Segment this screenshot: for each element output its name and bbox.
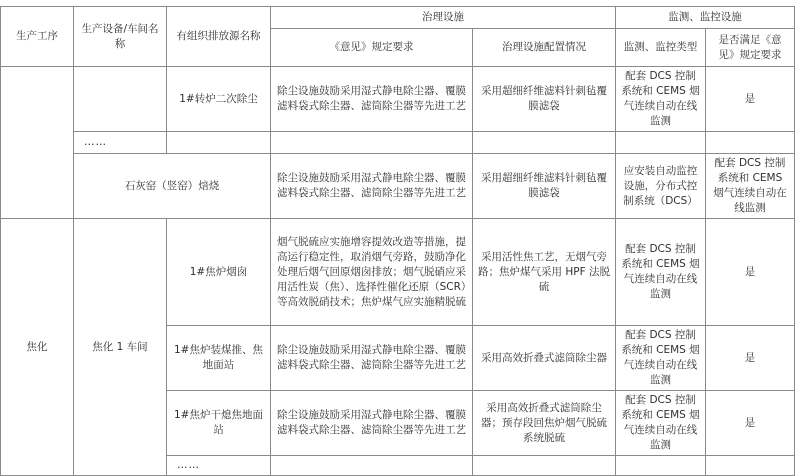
requirement-cell: 除尘设施鼓励采用湿式静电除尘器、覆膜滤料袋式除尘器、滤筒除尘器等先进工艺: [271, 67, 473, 132]
empty-cell: [167, 132, 271, 154]
config-cell: 采用活性焦工艺，无烟气旁路；焦炉煤气采用 HPF 法脱硫: [473, 219, 616, 326]
config-cell: 采用超细纤维滤料针刺毡覆膜滤袋: [473, 67, 616, 132]
meets-cell: 是: [706, 219, 795, 326]
requirement-cell: 除尘设施鼓励采用湿式静电除尘器、覆膜滤料袋式除尘器、滤筒除尘器等先进工艺: [271, 391, 473, 456]
equipment-cell-empty: [74, 67, 167, 132]
header-source: 有组织排放源名称: [167, 7, 271, 67]
config-cell: 采用高效折叠式滤筒除尘器；预存段回焦炉烟气脱硫系统脱硫: [473, 391, 616, 456]
requirement-cell: 除尘设施鼓励采用湿式静电除尘器、覆膜滤料袋式除尘器、滤筒除尘器等先进工艺: [271, 154, 473, 219]
empty-cell: [473, 456, 616, 476]
meets-cell: 配套 DCS 控制系统和 CEMS 烟气连续自动在线监测: [706, 154, 795, 219]
monitor-type-cell: 配套 DCS 控制系统和 CEMS 烟气连续自动在线监测: [616, 67, 706, 132]
table-row: [1, 67, 795, 132]
meets-cell: 是: [706, 391, 795, 456]
monitor-type-cell: 配套 DCS 控制系统和 CEMS 烟气连续自动在线监测: [616, 391, 706, 456]
header-gov-req: 《意见》规定要求: [271, 29, 473, 67]
table-row: [1, 154, 795, 219]
process-cell-empty: [1, 67, 74, 219]
source-cell: 石灰窑（竖窑）焙烧: [74, 154, 271, 219]
monitor-type-cell: 配套 DCS 控制系统和 CEMS 烟气连续自动在线监测: [616, 326, 706, 391]
table-row-ellipsis: [1, 132, 795, 154]
header-governance: 治理设施: [271, 7, 616, 29]
source-cell: 1#转炉二次除尘: [167, 67, 271, 132]
empty-cell: [473, 132, 616, 154]
header-mon-type: 监测、监控类型: [616, 29, 706, 67]
empty-cell: [706, 132, 795, 154]
empty-cell: [271, 456, 473, 476]
empty-cell: [706, 456, 795, 476]
monitor-type-cell: 应安装自动监控设施，分布式控制系统（DCS）: [616, 154, 706, 219]
table-row: [1, 219, 795, 326]
source-cell: 1#焦炉装煤推、焦地面站: [167, 326, 271, 391]
header-row-1: [1, 7, 795, 29]
header-monitoring: 监测、监控设施: [616, 7, 795, 29]
process-cell: 焦化: [1, 219, 74, 476]
emission-governance-table: [0, 6, 795, 476]
config-cell: 采用超细纤维滤料针刺毡覆膜滤袋: [473, 154, 616, 219]
ellipsis-cell: ……: [74, 132, 167, 154]
source-cell: 1#焦炉干熄焦地面站: [167, 391, 271, 456]
header-gov-config: 治理设施配置情况: [473, 29, 616, 67]
requirement-cell: 烟气脱硫应实施增容提效改造等措施，提高运行稳定性，取消烟气旁路，鼓励净化处理后烟气回原烟囱排放；烟气脱硝应采用活性炭（焦）、选择性催化还原（SCR）等高效脱硝技术；焦炉煤气应实施精脱硫: [271, 219, 473, 326]
header-process: 生产工序: [1, 7, 74, 67]
empty-cell: [271, 132, 473, 154]
config-cell: 采用高效折叠式滤筒除尘器: [473, 326, 616, 391]
header-mon-meet: 是否满足《意见》规定要求: [706, 29, 795, 67]
meets-cell: 是: [706, 326, 795, 391]
ellipsis-cell: ……: [167, 456, 271, 476]
meets-cell: 是: [706, 67, 795, 132]
requirement-cell: 除尘设施鼓励采用湿式静电除尘器、覆膜滤料袋式除尘器、滤筒除尘器等先进工艺: [271, 326, 473, 391]
monitor-type-cell: 配套 DCS 控制系统和 CEMS 烟气连续自动在线监测: [616, 219, 706, 326]
empty-cell: [616, 456, 706, 476]
source-cell: 1#焦炉烟囱: [167, 219, 271, 326]
empty-cell: [616, 132, 706, 154]
header-equipment: 生产设备/车间名称: [74, 7, 167, 67]
equipment-cell: 焦化 1 车间: [74, 219, 167, 476]
